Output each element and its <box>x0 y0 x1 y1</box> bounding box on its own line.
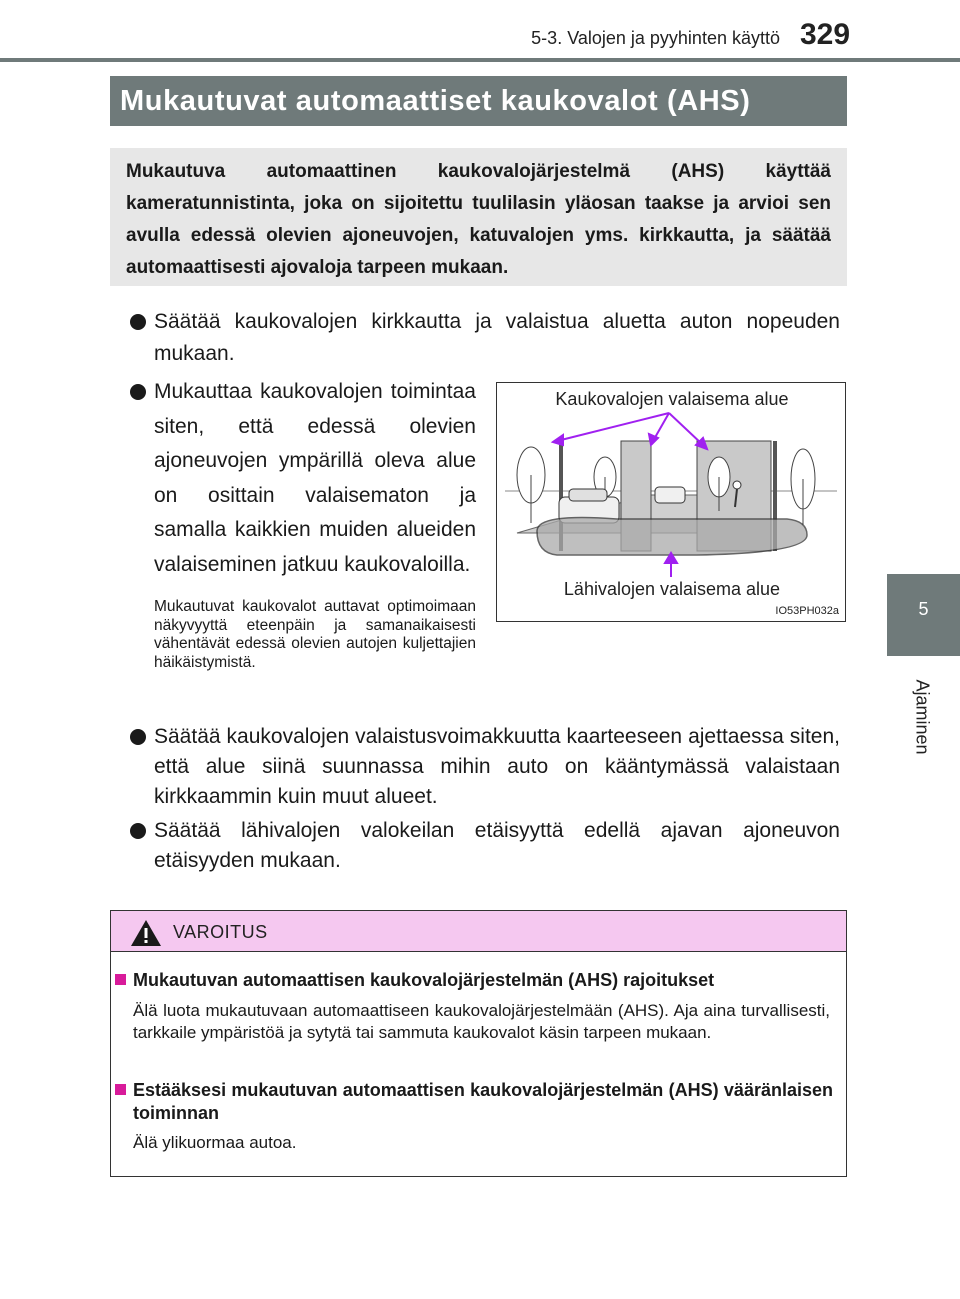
warning-header <box>111 911 846 952</box>
warning-item-body: Älä ylikuormaa autoa. <box>133 1133 297 1152</box>
square-bullet-icon <box>115 974 126 985</box>
warning-item-heading-text: Estääksesi mukautuvan automaattisen kaukovalojärjestelmän (AHS) vääränlaisen toiminnan <box>133 1080 833 1123</box>
intro-box: Mukautuva automaattinen kaukovalojärjestelmä (AHS) käyttää kameratunnistinta, joka on sijoitettu tuulilasin yläosan taakse ja arvioi sen avulla edessä olevien ajoneuvojen, katuvalojen yms. kirkkautta, ja säätää automaattisesti ajovaloja tarpeen mukaan. <box>110 148 847 286</box>
ahs-illustration <box>496 382 846 622</box>
page-title: Mukautuvat automaattiset kaukovalot (AHS) <box>110 76 847 126</box>
bullet-item <box>130 306 840 370</box>
warning-item-body: Älä luota mukautuvaan automaattiseen kaukovalojärjestelmään (AHS). Aja aina turvallisesti, tarkkaile ympäristöä ja sytytä tai sammuta kaukovalot käsin tarpeen mukaan. <box>133 1001 830 1042</box>
bullet-dot-icon <box>130 729 146 745</box>
bullet-item <box>130 722 840 812</box>
chapter-tab: 5 <box>887 574 960 656</box>
warning-item-heading <box>133 1079 833 1125</box>
warning-item-heading-text: Mukautuvan automaattisen kaukovalojärjestelmän (AHS) rajoitukset <box>133 970 715 990</box>
bullet-text: Mukauttaa kaukovalojen toimintaa siten, että edessä olevien ajoneuvojen ympärillä oleva alue on osittain valaisematon ja samalla kaikkien muiden alueiden valaiseminen jatkuu kaukovaloilla. <box>154 380 476 576</box>
note-text: Mukautuvat kaukovalot auttavat optimoimaan näkyvyyttä eteenpäin ja samanaikaisesti vähentävät edessä olevien autojen kuljettajien häikäistymistä. <box>154 598 476 671</box>
chapter-name-container <box>884 662 960 772</box>
warning-triangle-icon <box>129 918 163 948</box>
bullet-text: Säätää lähivalojen valokeilan etäisyyttä edellä ajavan ajoneuvon etäisyyden mukaan. <box>154 819 840 872</box>
high-beam-area-label: Kaukovalojen valaisema alue <box>555 389 789 409</box>
low-beam-area-label: Lähivalojen valaisema alue <box>563 579 781 599</box>
page-number: 329 <box>800 18 851 51</box>
bullet-dot-icon <box>130 823 146 839</box>
bullet-text: Säätää kaukovalojen kirkkautta ja valaistua aluetta auton nopeuden mukaan. <box>154 310 840 365</box>
warning-title: VAROITUS <box>173 922 268 942</box>
header-rule <box>0 58 960 62</box>
figure-code: IO53PH032a <box>775 605 839 617</box>
bullet-dot-icon <box>130 314 146 330</box>
section-label: 5-3. Valojen ja pyyhinten käyttö <box>531 28 780 48</box>
bullet-item <box>130 375 476 583</box>
bullet-dot-icon <box>130 384 146 400</box>
square-bullet-icon <box>115 1084 126 1095</box>
warning-box <box>110 910 847 1177</box>
bullet-item <box>130 816 840 876</box>
warning-item-heading <box>133 969 833 992</box>
chapter-name: Ajaminen <box>912 679 933 755</box>
bullet-text: Säätää kaukovalojen valaistusvoimakkuutta kaarteeseen ajettaessa siten, että alue siinä suunnassa mihin auto on kääntymässä valaistaan kirkkaammin kuin muut alueet. <box>154 725 840 808</box>
